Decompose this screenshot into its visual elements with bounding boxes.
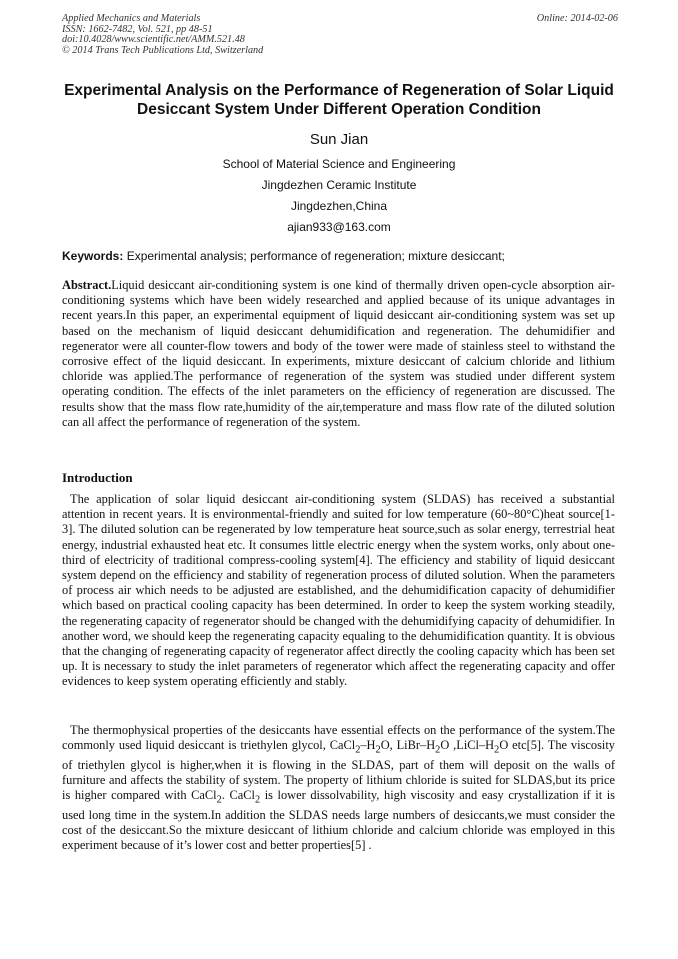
subscript: 2: [375, 744, 381, 756]
affiliation-city: Jingdezhen,China: [290, 199, 388, 213]
p2-text-a: The thermophysical properties of the desiccants have essential effects on the performance of the system.The commonly used liquid desiccant is triethylen glycol, CaCl: [62, 723, 615, 753]
abstract-label: Abstract.: [62, 278, 112, 292]
journal-issn: ISSN: 1662-7482, Vol. 521, pp 48-51: [62, 23, 213, 35]
paper-title: Experimental Analysis on the Performance of Regeneration of Solar Liquid Desiccant System Under Different Operation Condition: [64, 82, 614, 118]
journal-copyright: © 2014 Trans Tech Publications Ltd, Switzerland: [62, 44, 264, 56]
affiliation-school: School of Material Science and Engineering: [222, 157, 456, 171]
p2-text-c: O, LiBr–H: [380, 738, 436, 753]
subscript: 2: [216, 794, 222, 806]
journal-name: Applied Mechanics and Materials: [62, 13, 201, 24]
subscript: 2: [355, 744, 361, 756]
subscript: 2: [254, 794, 261, 806]
author-name: Sun Jian: [309, 131, 369, 148]
intro-paragraph-1: The application of solar liquid desiccant air-conditioning system (SLDAS) has received a substantial attention in recent years. It is environmental-friendly and suited for low temperature (60~80°C)heat source[1-3]. The diluted solution can be regenerated by low temperature heat source,such as solar energy, terrestrial heat energy, industrial exhausted heat etc. It consumes little electric energy when the system works, only about one-third of electricity of traditional compress-cooling system[4]. The efficiency and stability of liquid desiccant system depend on the efficiency and stability of regeneration process of diluted solution. When the parameters of process air which needs to be adjusted are established, and the dehumidification capacity of dehumidifier which based on practical cooling capacity has been determined. In order to keep the system working steadily, the regenerating capacity of regenerator should be changed with the dehumidifying capacity of dehumidifier. In another word, we should keep the regenerating capacity equaling to the dehumidification quantity. It is obvious that the changing of regenerating capacity of regenerator affect directly the cooling capacity which has been set up. It is necessary to study the inlet parameters of regenerator which affect the regenerating capacity and offer evidences to keep system operating efficiently and stably.: [62, 492, 615, 689]
intro-paragraph-2: [62, 723, 615, 854]
affiliation-institute: Jingdezhen Ceramic Institute: [261, 178, 417, 192]
journal-doi: doi:10.4028/www.scientific.net/AMM.521.48: [62, 34, 245, 46]
keywords-text: Experimental analysis; performance of regeneration; mixture desiccant;: [123, 249, 505, 263]
keywords-label: Keywords:: [62, 249, 124, 263]
subscript: 2: [494, 744, 500, 756]
abstract-text: Liquid desiccant air-conditioning system is one kind of thermally driven open-cycle absorption air-conditioning systems which have been widely researched and applied because of its unique advantages in recent years.In this paper, an experimental equipment of liquid desiccant air-conditioning system was set up based on the mechanism of liquid desiccant dehumidification and regeneration. The dehumidifier and regenerator were all counter-flow towers and body of the tower were made of stainless steel to withstand the corrosive effect of the liquid desiccant. In experiments, mixture desiccant of calcium chloride and lithium chloride was applied.The performance of regeneration of the system was studied under different system operating condition. The effects of the inlet parameters on the efficiency of regeneration are discussed. The results show that the mass flow rate,humidity of the air,temperature and mass flow rate of the diluted solution can all affect the performance of regeneration of the system.: [62, 278, 615, 429]
journal-header: [62, 14, 618, 56]
p2-text-g: is lower dissolvability, high viscosity and easy crystallization if it is used long time in the system.In addition the SLDAS needs large numbers of desiccants,we must consider the cost of the desiccant.So the mixture desiccant of lithium chloride and calcium chloride was employed in this experiment because of it’s lower cost and better properties[5] .: [62, 788, 615, 853]
p2-text-b: –H: [360, 738, 376, 753]
p2-text-d: O ,LiCl–H: [440, 738, 495, 753]
section-heading-introduction: Introduction: [62, 470, 133, 485]
online-date: Online: 2014-02-06: [536, 13, 618, 24]
subscript: 2: [435, 744, 441, 756]
author-email: ajian933@163.com: [287, 220, 391, 234]
p2-text-e: O etc[5]. The viscosity of triethylen glycol is higher,when it is flowing in the SLDAS, part of them will deposit on the walls of furniture and affects the stability of system. The property of lithium chloride is suited for SLDAS,but its price is higher compared with CaCl: [62, 738, 615, 803]
keywords: [62, 249, 618, 263]
p2-text-f: . CaCl: [221, 788, 255, 803]
abstract: [62, 278, 615, 430]
